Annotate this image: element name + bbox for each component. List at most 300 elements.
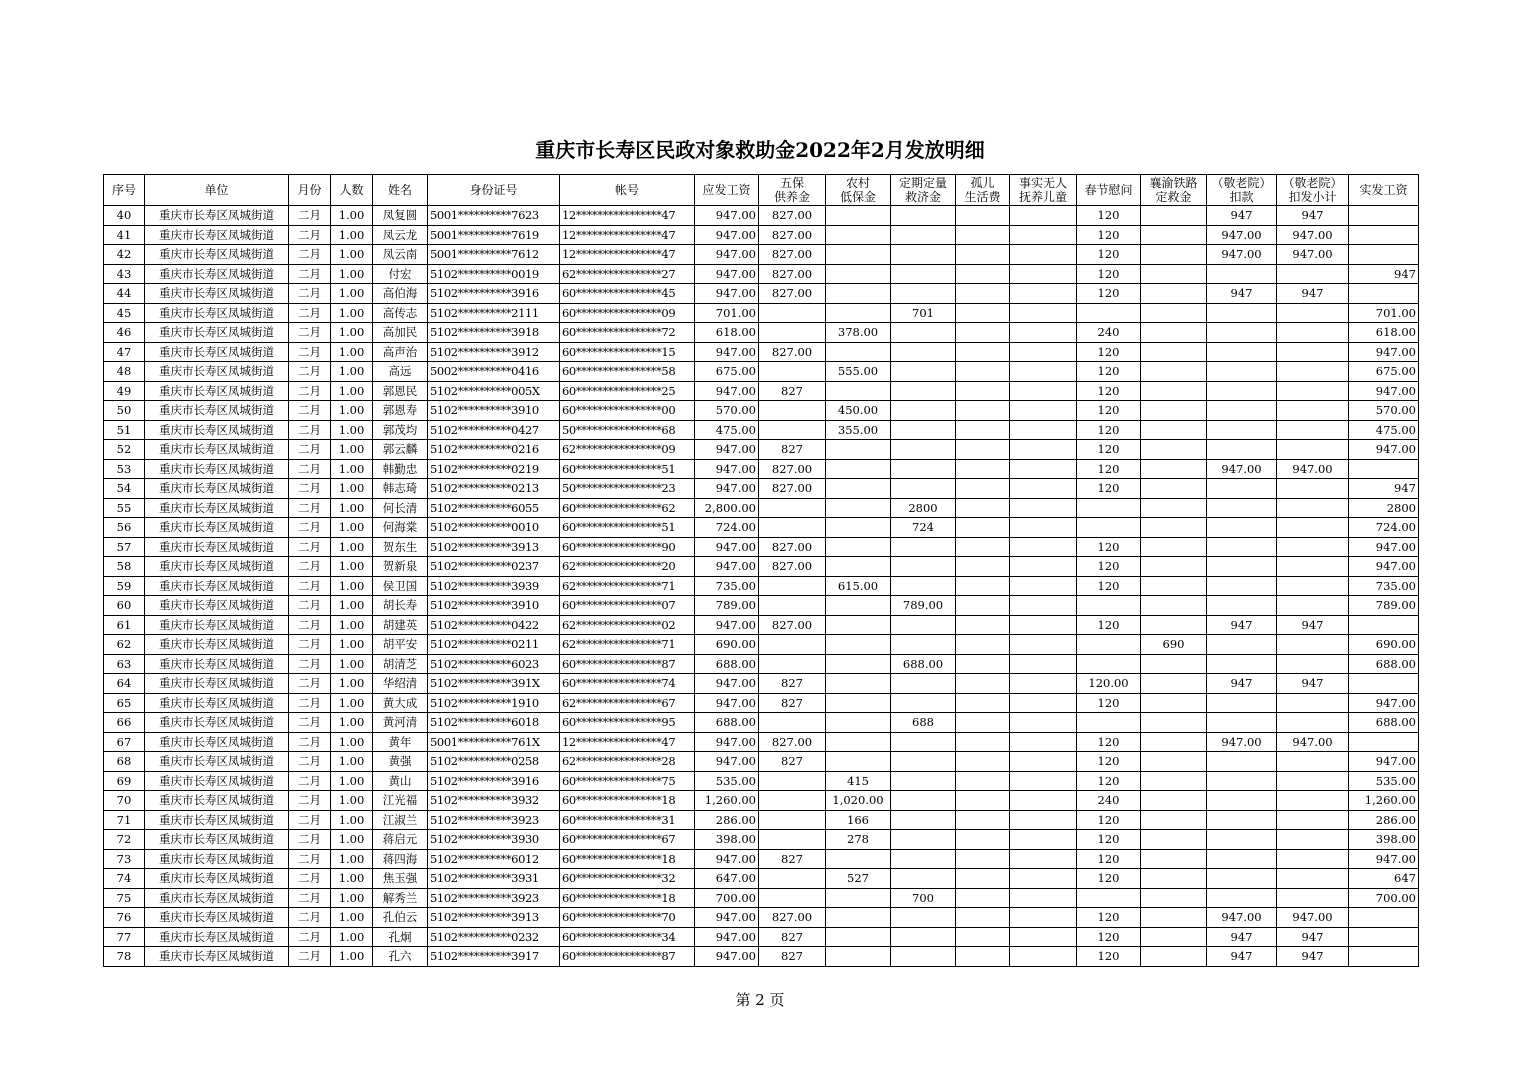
col-month-cell: 二月 [289,537,331,557]
col-regular-relief-cell [891,206,956,226]
col-net-pay-cell: 789.00 [1349,596,1419,616]
col-five-guarantee-cell [759,303,826,323]
col-seq-cell: 78 [104,947,145,967]
col-railway-relief-cell [1141,420,1207,440]
col-seq-cell: 64 [104,674,145,694]
col-count-cell: 1.00 [331,732,373,752]
table-row [104,693,1419,713]
col-nursing-deduction-cell [1207,537,1277,557]
col-orphan-allowance-cell [956,440,1010,460]
col-id-number-cell: 5102**********0258 [428,752,560,772]
col-net-pay-header: 实发工资 [1349,175,1419,206]
col-railway-relief-cell [1141,713,1207,733]
col-nursing-deduction-cell: 947.00 [1207,459,1277,479]
col-five-guarantee-cell: 827.00 [759,615,826,635]
col-net-pay-cell: 286.00 [1349,810,1419,830]
col-count-cell: 1.00 [331,693,373,713]
col-nursing-deduction-cell [1207,264,1277,284]
col-name-header: 姓名 [373,175,428,206]
col-nursing-deduction-cell [1207,849,1277,869]
col-account-cell: 60****************25 [560,381,695,401]
col-railway-relief-cell [1141,518,1207,538]
col-unit-cell: 重庆市长寿区凤城街道 [145,342,289,362]
col-spring-festival-cell: 120 [1077,693,1141,713]
col-seq-cell: 44 [104,284,145,304]
col-account-cell: 62****************09 [560,440,695,460]
col-id-number-cell: 5102**********6023 [428,654,560,674]
col-seq-cell: 48 [104,362,145,382]
col-count-cell: 1.00 [331,420,373,440]
col-nursing-deduction-cell: 947 [1207,615,1277,635]
col-orphan-allowance-cell [956,576,1010,596]
col-month-cell: 二月 [289,206,331,226]
col-orphan-allowance-cell [956,381,1010,401]
col-spring-festival-cell: 120 [1077,264,1141,284]
col-rural-minimum-header: 农村 低保金 [826,175,891,206]
col-account-cell: 60****************51 [560,459,695,479]
col-gross-pay-cell: 947.00 [695,206,759,226]
col-id-number-cell: 5001**********7623 [428,206,560,226]
col-month-cell: 二月 [289,791,331,811]
col-unattended-child-cell [1010,635,1077,655]
col-orphan-allowance-cell [956,479,1010,499]
col-month-cell: 二月 [289,732,331,752]
col-month-cell: 二月 [289,869,331,889]
col-railway-relief-cell [1141,732,1207,752]
col-count-cell: 1.00 [331,908,373,928]
col-name-cell: 华绍清 [373,674,428,694]
col-five-guarantee-cell [759,810,826,830]
table-row [104,576,1419,596]
col-name-cell: 孔六 [373,947,428,967]
col-unattended-child-cell [1010,693,1077,713]
col-account-cell: 60****************51 [560,518,695,538]
col-railway-relief-cell [1141,264,1207,284]
col-five-guarantee-cell [759,518,826,538]
col-count-cell: 1.00 [331,654,373,674]
col-gross-pay-cell: 947.00 [695,693,759,713]
col-unattended-child-cell [1010,888,1077,908]
col-railway-relief-cell [1141,674,1207,694]
col-id-number-cell: 5102**********6018 [428,713,560,733]
col-account-cell: 60****************95 [560,713,695,733]
col-month-header: 月份 [289,175,331,206]
col-unattended-child-cell [1010,654,1077,674]
col-net-pay-cell: 475.00 [1349,420,1419,440]
col-regular-relief-cell: 701 [891,303,956,323]
col-unit-cell: 重庆市长寿区凤城街道 [145,888,289,908]
col-id-number-cell: 5102**********3916 [428,771,560,791]
col-regular-relief-cell [891,420,956,440]
col-month-cell: 二月 [289,498,331,518]
col-orphan-allowance-cell [956,284,1010,304]
col-nursing-deduction-cell: 947 [1207,674,1277,694]
col-unit-cell: 重庆市长寿区凤城街道 [145,693,289,713]
col-net-pay-cell: 570.00 [1349,401,1419,421]
col-railway-relief-cell [1141,498,1207,518]
col-unit-cell: 重庆市长寿区凤城街道 [145,479,289,499]
col-orphan-allowance-cell [956,927,1010,947]
col-spring-festival-cell: 120 [1077,947,1141,967]
col-unit-cell: 重庆市长寿区凤城街道 [145,791,289,811]
col-orphan-allowance-cell [956,420,1010,440]
col-nursing-subtotal-cell [1277,323,1349,343]
col-id-number-cell: 5102**********3918 [428,323,560,343]
col-nursing-subtotal-cell [1277,518,1349,538]
col-account-cell: 60****************34 [560,927,695,947]
col-unit-cell: 重庆市长寿区凤城街道 [145,225,289,245]
table-row [104,927,1419,947]
col-net-pay-cell: 947.00 [1349,342,1419,362]
col-five-guarantee-cell [759,654,826,674]
col-count-cell: 1.00 [331,791,373,811]
col-rural-minimum-cell: 378.00 [826,323,891,343]
col-nursing-subtotal-cell [1277,596,1349,616]
col-month-cell: 二月 [289,225,331,245]
table-row [104,810,1419,830]
col-id-number-cell: 5102**********0219 [428,459,560,479]
col-regular-relief-cell [891,225,956,245]
col-regular-relief-cell [891,927,956,947]
col-railway-relief-cell [1141,440,1207,460]
col-net-pay-cell [1349,947,1419,967]
col-regular-relief-cell [891,264,956,284]
col-orphan-allowance-cell [956,654,1010,674]
col-gross-pay-cell: 475.00 [695,420,759,440]
col-name-cell: 凤云南 [373,245,428,265]
col-account-cell: 60****************74 [560,674,695,694]
col-unattended-child-cell [1010,869,1077,889]
col-nursing-subtotal-cell [1277,752,1349,772]
col-id-number-cell: 5102**********0232 [428,927,560,947]
table-row [104,206,1419,226]
col-name-cell: 何长清 [373,498,428,518]
col-month-cell: 二月 [289,284,331,304]
col-railway-relief-cell [1141,245,1207,265]
col-unit-header: 单位 [145,175,289,206]
col-unattended-child-cell [1010,381,1077,401]
col-five-guarantee-cell: 827.00 [759,459,826,479]
table-row [104,459,1419,479]
col-unattended-child-cell [1010,557,1077,577]
col-count-cell: 1.00 [331,245,373,265]
col-id-number-cell: 5102**********3916 [428,284,560,304]
col-rural-minimum-cell: 615.00 [826,576,891,596]
col-unit-cell: 重庆市长寿区凤城街道 [145,752,289,772]
col-nursing-deduction-cell [1207,518,1277,538]
col-id-number-cell: 5102**********1910 [428,693,560,713]
col-nursing-deduction-cell [1207,342,1277,362]
col-railway-relief-cell [1141,557,1207,577]
table-row [104,849,1419,869]
col-name-cell: 何海棠 [373,518,428,538]
col-spring-festival-cell: 240 [1077,323,1141,343]
col-count-cell: 1.00 [331,518,373,538]
col-unattended-child-cell [1010,518,1077,538]
col-count-cell: 1.00 [331,479,373,499]
col-account-cell: 60****************75 [560,771,695,791]
col-id-number-cell: 5102**********0427 [428,420,560,440]
col-nursing-subtotal-cell [1277,830,1349,850]
col-month-cell: 二月 [289,752,331,772]
col-regular-relief-cell [891,810,956,830]
col-unit-cell: 重庆市长寿区凤城街道 [145,927,289,947]
col-spring-festival-cell: 120 [1077,225,1141,245]
table-row [104,713,1419,733]
col-unit-cell: 重庆市长寿区凤城街道 [145,420,289,440]
col-railway-relief-cell [1141,908,1207,928]
col-month-cell: 二月 [289,810,331,830]
col-spring-festival-cell: 120 [1077,557,1141,577]
table-row [104,791,1419,811]
col-name-cell: 付宏 [373,264,428,284]
col-count-cell: 1.00 [331,537,373,557]
col-nursing-deduction-cell [1207,323,1277,343]
table-row [104,947,1419,967]
col-unit-cell: 重庆市长寿区凤城街道 [145,264,289,284]
col-seq-cell: 65 [104,693,145,713]
col-seq-cell: 62 [104,635,145,655]
col-seq-cell: 58 [104,557,145,577]
col-spring-festival-cell: 120 [1077,440,1141,460]
col-five-guarantee-cell: 827 [759,693,826,713]
col-five-guarantee-cell [759,362,826,382]
col-nursing-subtotal-cell [1277,303,1349,323]
col-gross-pay-cell: 947.00 [695,908,759,928]
col-five-guarantee-cell: 827.00 [759,908,826,928]
col-unattended-child-cell [1010,479,1077,499]
col-rural-minimum-cell [826,459,891,479]
col-net-pay-cell: 947.00 [1349,440,1419,460]
col-five-guarantee-cell: 827 [759,849,826,869]
col-regular-relief-cell: 724 [891,518,956,538]
col-nursing-subtotal-cell: 947.00 [1277,908,1349,928]
col-regular-relief-cell [891,479,956,499]
col-regular-relief-cell [891,615,956,635]
col-nursing-subtotal-cell: 947 [1277,206,1349,226]
col-nursing-deduction-cell [1207,596,1277,616]
col-railway-relief-cell [1141,771,1207,791]
col-spring-festival-cell: 120 [1077,732,1141,752]
col-orphan-allowance-cell [956,791,1010,811]
col-account-cell: 60****************00 [560,401,695,421]
col-regular-relief-cell [891,323,956,343]
col-gross-pay-cell: 947.00 [695,225,759,245]
col-nursing-deduction-cell [1207,888,1277,908]
col-regular-relief-cell [891,908,956,928]
col-unit-cell: 重庆市长寿区凤城街道 [145,303,289,323]
col-railway-relief-cell: 690 [1141,635,1207,655]
table-row [104,225,1419,245]
col-unattended-child-cell [1010,615,1077,635]
col-name-cell: 郭恩民 [373,381,428,401]
col-count-cell: 1.00 [331,674,373,694]
col-net-pay-cell [1349,908,1419,928]
col-regular-relief-cell: 688.00 [891,654,956,674]
col-regular-relief-cell [891,674,956,694]
col-month-cell: 二月 [289,518,331,538]
col-gross-pay-cell: 1,260.00 [695,791,759,811]
col-orphan-allowance-cell [956,245,1010,265]
col-nursing-deduction-cell [1207,713,1277,733]
col-railway-relief-cell [1141,381,1207,401]
col-account-cell: 60****************32 [560,869,695,889]
col-net-pay-cell: 947.00 [1349,381,1419,401]
col-unit-cell: 重庆市长寿区凤城街道 [145,596,289,616]
col-regular-relief-cell: 2800 [891,498,956,518]
col-account-cell: 60****************87 [560,947,695,967]
col-regular-relief-cell [891,849,956,869]
table-row [104,869,1419,889]
col-month-cell: 二月 [289,264,331,284]
col-nursing-deduction-cell [1207,498,1277,518]
col-rural-minimum-cell [826,596,891,616]
col-spring-festival-header: 春节慰问 [1077,175,1141,206]
col-unit-cell: 重庆市长寿区凤城街道 [145,362,289,382]
col-count-cell: 1.00 [331,888,373,908]
col-id-number-cell: 5102**********3931 [428,869,560,889]
col-orphan-allowance-cell [956,498,1010,518]
col-rural-minimum-cell [826,245,891,265]
table-row [104,615,1419,635]
col-account-cell: 62****************20 [560,557,695,577]
table-row [104,830,1419,850]
col-unattended-child-cell [1010,225,1077,245]
col-unit-cell: 重庆市长寿区凤城街道 [145,557,289,577]
relief-payment-table [103,174,1419,967]
col-gross-pay-cell: 618.00 [695,323,759,343]
col-railway-relief-cell [1141,752,1207,772]
col-nursing-deduction-header: （敬老院） 扣款 [1207,175,1277,206]
col-net-pay-cell [1349,927,1419,947]
col-month-cell: 二月 [289,440,331,460]
col-id-number-cell: 5102**********0422 [428,615,560,635]
col-orphan-allowance-cell [956,518,1010,538]
col-name-cell: 凤复圆 [373,206,428,226]
col-name-cell: 黄年 [373,732,428,752]
col-nursing-subtotal-cell [1277,264,1349,284]
col-gross-pay-cell: 690.00 [695,635,759,655]
col-count-cell: 1.00 [331,264,373,284]
col-unit-cell: 重庆市长寿区凤城街道 [145,849,289,869]
col-rural-minimum-cell [826,303,891,323]
col-regular-relief-cell [891,732,956,752]
col-month-cell: 二月 [289,459,331,479]
col-spring-festival-cell: 120 [1077,752,1141,772]
col-net-pay-cell: 947.00 [1349,752,1419,772]
col-gross-pay-cell: 286.00 [695,810,759,830]
col-regular-relief-cell [891,635,956,655]
col-id-number-cell: 5102**********005X [428,381,560,401]
col-spring-festival-cell: 120 [1077,830,1141,850]
col-name-cell: 高加民 [373,323,428,343]
col-id-number-cell: 5102**********3923 [428,810,560,830]
col-unattended-child-cell [1010,440,1077,460]
col-unit-cell: 重庆市长寿区凤城街道 [145,713,289,733]
col-gross-pay-cell: 947.00 [695,245,759,265]
col-nursing-subtotal-cell [1277,869,1349,889]
col-railway-relief-cell [1141,323,1207,343]
col-seq-cell: 73 [104,849,145,869]
col-gross-pay-cell: 735.00 [695,576,759,596]
col-net-pay-cell: 690.00 [1349,635,1419,655]
col-spring-festival-cell: 120 [1077,245,1141,265]
col-railway-relief-cell [1141,362,1207,382]
col-name-cell: 郭云麟 [373,440,428,460]
col-month-cell: 二月 [289,888,331,908]
col-name-cell: 江光福 [373,791,428,811]
col-id-number-cell: 5102**********3917 [428,947,560,967]
col-account-cell: 12****************47 [560,245,695,265]
col-five-guarantee-cell: 827.00 [759,732,826,752]
col-spring-festival-cell [1077,596,1141,616]
col-railway-relief-cell [1141,206,1207,226]
col-regular-relief-cell [891,537,956,557]
col-orphan-allowance-cell [956,908,1010,928]
col-nursing-subtotal-cell: 947 [1277,284,1349,304]
col-nursing-deduction-cell [1207,791,1277,811]
col-unattended-child-cell [1010,771,1077,791]
col-spring-festival-cell: 120.00 [1077,674,1141,694]
col-orphan-allowance-cell [956,303,1010,323]
col-month-cell: 二月 [289,303,331,323]
col-nursing-subtotal-cell [1277,537,1349,557]
col-railway-relief-header: 襄渝铁路 定救金 [1141,175,1207,206]
col-unattended-child-cell [1010,284,1077,304]
col-unattended-child-cell [1010,459,1077,479]
col-five-guarantee-cell [759,596,826,616]
col-nursing-deduction-cell: 947 [1207,927,1277,947]
col-nursing-subtotal-cell: 947 [1277,947,1349,967]
col-rural-minimum-cell [826,635,891,655]
col-five-guarantee-cell: 827 [759,381,826,401]
col-nursing-deduction-cell [1207,479,1277,499]
table-row [104,654,1419,674]
page-number: 第 2 页 [735,991,785,1009]
col-net-pay-cell: 947 [1349,264,1419,284]
col-spring-festival-cell: 120 [1077,576,1141,596]
col-nursing-deduction-cell [1207,576,1277,596]
col-net-pay-cell: 688.00 [1349,654,1419,674]
col-regular-relief-cell [891,284,956,304]
col-gross-pay-cell: 947.00 [695,264,759,284]
col-net-pay-cell: 535.00 [1349,771,1419,791]
col-orphan-allowance-cell [956,713,1010,733]
col-rural-minimum-cell: 555.00 [826,362,891,382]
col-nursing-subtotal-header: （敬老院） 扣发小计 [1277,175,1349,206]
col-month-cell: 二月 [289,947,331,967]
col-unit-cell: 重庆市长寿区凤城街道 [145,518,289,538]
col-month-cell: 二月 [289,401,331,421]
col-nursing-subtotal-cell: 947 [1277,927,1349,947]
col-net-pay-cell: 618.00 [1349,323,1419,343]
col-nursing-subtotal-cell [1277,576,1349,596]
col-nursing-subtotal-cell [1277,420,1349,440]
col-nursing-deduction-cell [1207,654,1277,674]
col-regular-relief-cell [891,771,956,791]
col-gross-pay-cell: 675.00 [695,362,759,382]
col-nursing-deduction-cell [1207,693,1277,713]
col-month-cell: 二月 [289,635,331,655]
col-five-guarantee-cell: 827 [759,752,826,772]
col-seq-cell: 51 [104,420,145,440]
col-month-cell: 二月 [289,693,331,713]
col-regular-relief-cell [891,752,956,772]
col-rural-minimum-cell: 278 [826,830,891,850]
col-unit-cell: 重庆市长寿区凤城街道 [145,381,289,401]
col-seq-cell: 70 [104,791,145,811]
col-nursing-subtotal-cell [1277,654,1349,674]
